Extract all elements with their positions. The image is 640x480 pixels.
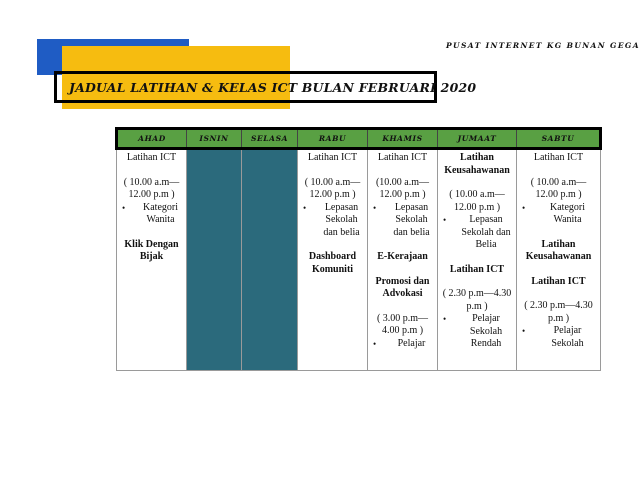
target-group: • Pelajar Sekolah Rendah: [441, 313, 513, 351]
cell-ahad: [117, 149, 187, 371]
target-group: • Lepasan Sekolah dan belia: [371, 202, 434, 240]
day-header-jumaat: JUMAAT: [438, 129, 517, 149]
cell-isnin: [187, 149, 242, 371]
class-name: Latihan Keusahawanan: [525, 238, 592, 262]
target-group: • Pelajar: [371, 338, 434, 351]
class-name: Latihan Keusahawanan: [444, 152, 510, 176]
class-time: ( 10.00 a.m— 12.00 p.m ): [530, 176, 587, 200]
class-name: Latihan ICT: [533, 152, 584, 163]
day-header-selasa: SELASA: [242, 129, 298, 149]
cell-selasa: [242, 149, 298, 371]
class-name: E-Kerajaan: [377, 251, 428, 262]
class-time: (10.00 a.m— 12.00 p.m ): [375, 176, 430, 200]
day-header-sabtu: SABTU: [517, 129, 601, 149]
day-header-isnin: ISNIN: [187, 129, 242, 149]
class-name: Latihan ICT: [377, 152, 428, 163]
class-name: Klik Dengan Bijak: [124, 238, 179, 262]
class-name: Latihan ICT: [531, 275, 586, 287]
class-time: ( 10.00 a.m— 12.00 p.m ): [449, 189, 505, 213]
class-time: ( 10.00 a.m— 12.00 p.m ): [304, 176, 361, 200]
target-group: • Lepasan Sekolah dan Belia: [441, 214, 513, 252]
cell-khamis: [368, 149, 438, 371]
day-header-ahad: AHAD: [117, 129, 187, 149]
class-time: ( 2.30 p.m—4.30 p.m ): [442, 288, 512, 312]
cell-jumaat: [438, 149, 517, 371]
target-group: • Kategori Wanita: [120, 202, 183, 227]
class-name: Promosi dan Advokasi: [375, 275, 430, 299]
class-time: ( 3.00 p.m— 4.00 p.m ): [376, 312, 429, 336]
target-group: • Pelajar Sekolah: [520, 325, 597, 350]
target-group: • Kategori Wanita: [520, 202, 597, 227]
class-name: Latihan ICT: [307, 152, 358, 163]
page-title: JADUAL LATIHAN & KELAS ICT BULAN FEBRUARI 2020: [69, 79, 477, 95]
schedule-row: [117, 149, 601, 371]
day-header-khamis: KHAMIS: [368, 129, 438, 149]
class-time: ( 10.00 a.m— 12.00 p.m ): [123, 176, 180, 200]
class-name: Dashboard Komuniti: [308, 251, 357, 275]
day-header-rabu: RABU: [298, 129, 368, 149]
class-time: ( 2.30 p.m—4.30 p.m ): [524, 300, 593, 324]
organization-name: PUSAT INTERNET KG BUNAN GEGA: [446, 41, 640, 50]
class-name: Latihan ICT: [126, 152, 177, 163]
cell-sabtu: [517, 149, 601, 371]
title-box: [54, 71, 477, 103]
target-group: • Lepasan Sekolah dan belia: [301, 202, 364, 240]
cell-rabu: [298, 149, 368, 371]
schedule-table: [115, 127, 602, 371]
class-name: Latihan ICT: [449, 263, 505, 275]
schedule-header-row: [117, 129, 601, 149]
